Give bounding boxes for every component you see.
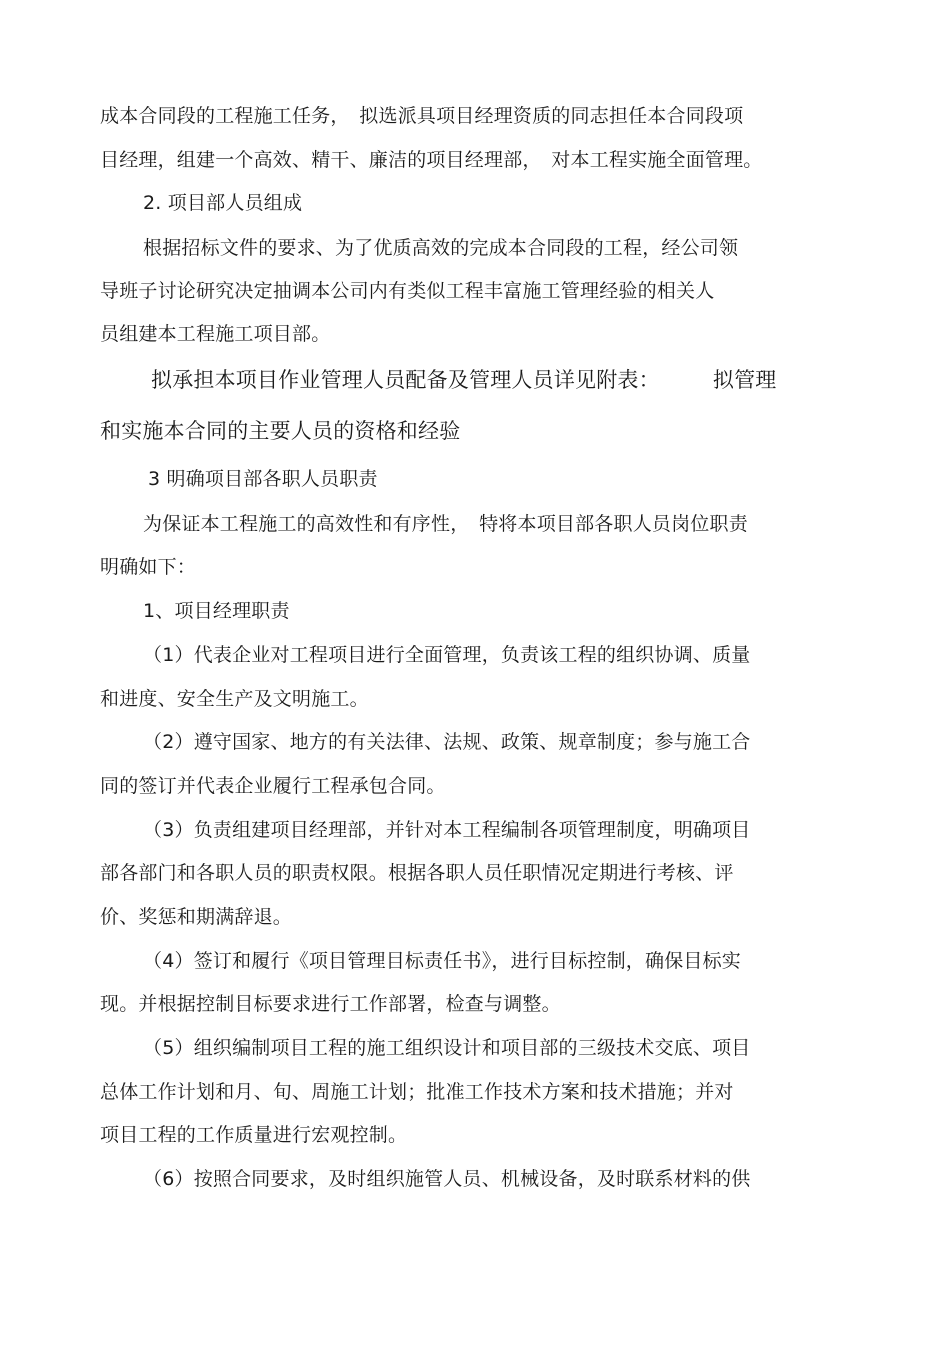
text-line: 明确如下： xyxy=(100,556,197,578)
text-line: 员组建本工程施工项目部。 xyxy=(100,323,331,345)
text-line: 价、奖惩和期满辞退。 xyxy=(100,906,293,928)
text-line: 目经理，组建一个高效、精干、廉洁的项目经理部， 对本工程实施全面管理。 xyxy=(100,149,763,171)
text-line: 总体工作计划和月、旬、周施工计划；批准工作技术方案和技术措施；并对 xyxy=(100,1081,734,1103)
list-item: （3）负责组建项目经理部，并针对本工程编制各项管理制度，明确项目 xyxy=(143,819,751,841)
list-item: （1）代表企业对工程项目进行全面管理，负责该工程的组织协调、质量 xyxy=(143,644,751,666)
subsection-heading: 1、项目经理职责 xyxy=(143,600,290,622)
section-heading: 3 明确项目部各职人员职责 xyxy=(148,468,378,490)
list-item: （5）组织编制项目工程的施工组织设计和项目部的三级技术交底、项目 xyxy=(143,1037,751,1059)
text-line: 成本合同段的工程施工任务， 拟选派具项目经理资质的同志担任本合同段项 xyxy=(100,105,744,127)
text-line: 为保证本工程施工的高效性和有序性， 特将本项目部各职人员岗位职责 xyxy=(143,513,748,535)
list-item: （2）遵守国家、地方的有关法律、法规、政策、规章制度；参与施工合 xyxy=(143,731,751,753)
text-line: 项目工程的工作质量进行宏观控制。 xyxy=(100,1124,408,1146)
text-line: 和进度、安全生产及文明施工。 xyxy=(100,688,369,710)
text-line: 和实施本合同的主要人员的资格和经验 xyxy=(100,419,461,443)
text-line: 拟承担本项目作业管理人员配备及管理人员详见附表： 拟管理 xyxy=(151,368,777,392)
text-line: 根据招标文件的要求、为了优质高效的完成本合同段的工程，经公司领 xyxy=(143,237,739,259)
text-line: 现。并根据控制目标要求进行工作部署，检查与调整。 xyxy=(100,993,561,1015)
text-line: 部各部门和各职人员的职责权限。根据各职人员任职情况定期进行考核、评 xyxy=(100,862,734,884)
list-item: （6）按照合同要求，及时组织施管人员、机械设备，及时联系材料的供 xyxy=(143,1168,751,1190)
list-item: （4）签订和履行《项目管理目标责任书》，进行目标控制，确保目标实 xyxy=(143,950,741,972)
section-heading: 2. 项目部人员组成 xyxy=(143,192,303,214)
text-line: 导班子讨论研究决定抽调本公司内有类似工程丰富施工管理经验的相关人 xyxy=(100,280,715,302)
text-line: 同的签订并代表企业履行工程承包合同。 xyxy=(100,775,446,797)
